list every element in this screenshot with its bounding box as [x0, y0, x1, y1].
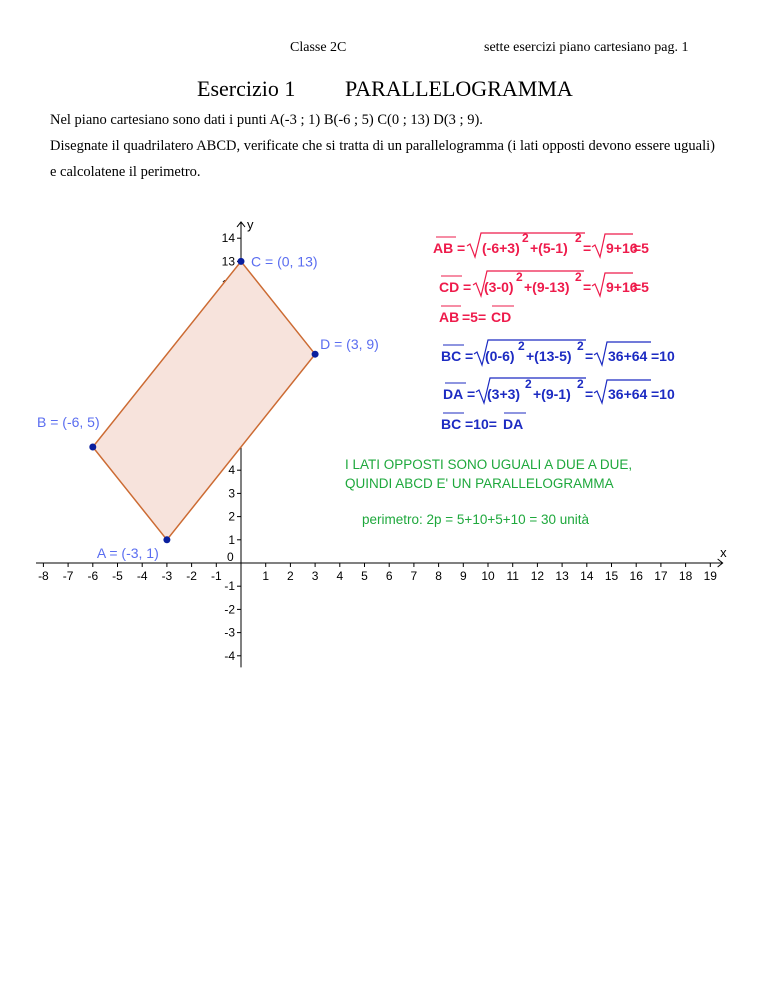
formula-cd-result: =5	[633, 279, 649, 295]
ab-eq-mid: =5=	[462, 309, 487, 325]
x-tick-label: 11	[506, 569, 519, 583]
formula-bc-result: =10	[651, 348, 675, 364]
x-tick-label: -1	[210, 569, 222, 583]
ab-eq-lhs: AB	[439, 309, 460, 325]
x-tick-label: 2	[287, 569, 294, 583]
formula-ab-rest: 9+16	[606, 240, 638, 256]
x-tick-label: -4	[136, 569, 148, 583]
formulas-panel	[433, 231, 675, 432]
y-tick-label: 3	[228, 486, 235, 501]
point-label-c: C = (0, 13)	[251, 253, 318, 270]
point-label-d: D = (3, 9)	[320, 336, 379, 353]
formula-bc-rest: 36+64	[608, 348, 648, 364]
svg-text:=: =	[457, 240, 466, 256]
x-tick-label: -5	[112, 569, 123, 583]
x-tick-label: 10	[481, 569, 495, 583]
x-tick-label: 7	[410, 569, 418, 583]
intro-line-2: Disegnate il quadrilatero ABCD, verificate che si tratta di un parallelogramma (i lati opposti devono essere uguali) e calcolatene il perimetro.	[50, 138, 715, 180]
formula-bc-term2: +(13-5)	[526, 348, 572, 364]
parallelogram-abcd	[93, 261, 315, 539]
conclusion-line-1: I LATI OPPOSTI SONO UGUALI A DUE A DUE,	[345, 457, 633, 472]
x-tick-label: 6	[385, 569, 393, 583]
y-tick-label: -2	[224, 602, 235, 617]
formula-cd-exp1: 2	[516, 270, 523, 284]
formula-bc	[441, 339, 675, 365]
y-tick-label: 2	[228, 509, 235, 524]
x-tick-label: 13	[555, 569, 569, 583]
formula-cd-exp2: 2	[575, 270, 582, 284]
point-label-b: B = (-6, 5)	[37, 414, 100, 430]
x-tick-label: 14	[580, 569, 594, 583]
x-tick-label: 1	[262, 569, 270, 583]
formula-bc-exp2: 2	[577, 339, 584, 353]
svg-text:=: =	[463, 279, 472, 295]
formula-ab-term1: (-6+3)	[482, 240, 520, 256]
intro-line-1: Nel piano cartesiano sono dati i punti A(-3 ; 1) B(-6 ; 5) C(0 ; 13) D(3 ; 9).	[50, 112, 483, 128]
x-tick-label: -7	[62, 569, 74, 583]
svg-text:=: =	[583, 279, 592, 295]
y-tick-label: 14	[221, 231, 235, 246]
header-page-info: sette esercizi piano cartesiano pag. 1	[484, 40, 689, 55]
formula-cd	[439, 270, 649, 296]
formula-ab-exp1: 2	[522, 231, 529, 245]
bc-eq-lhs: BC	[441, 416, 462, 432]
formula-ab-result: =5	[633, 240, 649, 256]
x-tick-label: 12	[530, 569, 545, 583]
x-tick-label: -2	[186, 569, 197, 583]
x-tick-label: 15	[604, 569, 619, 583]
svg-text:=: =	[585, 348, 594, 364]
formula-da-term1: (3+3)	[487, 386, 521, 402]
point-d	[312, 351, 319, 358]
point-b	[89, 444, 96, 451]
formula-ab-term2: +(5-1)	[530, 240, 568, 256]
formula-cd-lhs: CD	[439, 279, 460, 295]
x-tick-label: 3	[311, 569, 319, 583]
perimeter-text: perimetro: 2p = 5+10+5+10 = 30 unità	[362, 512, 590, 527]
tick-label: 0	[227, 550, 234, 564]
bc-eq-rhs: DA	[503, 416, 524, 432]
formula-cd-rest: 9+16	[606, 279, 638, 295]
svg-text:=: =	[465, 348, 474, 364]
y-tick-label: 4	[228, 463, 235, 478]
point-label-a: A = (-3, 1)	[96, 544, 159, 561]
x-tick-label: 5	[361, 569, 368, 583]
formula-da-exp2: 2	[577, 377, 584, 391]
y-tick-label: -3	[224, 625, 235, 640]
formula-da-rest: 36+64	[608, 386, 648, 402]
formula-bc-term1: (0-6)	[485, 348, 515, 364]
formula-da-term2: +(9-1)	[533, 386, 571, 402]
x-tick-label: -6	[87, 569, 99, 583]
y-tick-label: -1	[224, 579, 235, 594]
formula-ab-lhs: AB	[433, 240, 454, 256]
x-tick-label: 17	[654, 569, 668, 583]
y-tick-label: -4	[224, 648, 235, 663]
x-tick-label: 16	[629, 569, 643, 583]
y-tick-label: 1	[228, 532, 235, 547]
formula-ab-exp2: 2	[575, 231, 582, 245]
y-tick-label: 13	[221, 254, 235, 269]
formula-da-exp1: 2	[525, 377, 532, 391]
x-tick-label: 9	[459, 569, 467, 583]
formula-ab	[433, 231, 649, 257]
x-tick-label: -3	[161, 569, 173, 583]
formula-ab-eq-cd	[439, 306, 514, 325]
svg-text:=: =	[467, 386, 476, 402]
svg-text:=: =	[583, 240, 592, 256]
formula-bc-exp1: 2	[518, 339, 525, 353]
formula-cd-term1: (3-0)	[484, 279, 514, 295]
ab-eq-rhs: CD	[491, 309, 512, 325]
header-class: Classe 2C	[290, 40, 347, 55]
svg-text:=: =	[585, 386, 594, 402]
x-tick-label: -8	[38, 569, 49, 583]
formula-da-lhs: DA	[443, 386, 464, 402]
bc-eq-mid: =10=	[465, 416, 497, 432]
exercise-number: Esercizio 1	[197, 76, 296, 101]
formula-bc-eq-da	[441, 413, 526, 432]
conclusion	[345, 457, 632, 527]
x-tick-label: 18	[678, 569, 693, 583]
formula-bc-lhs: BC	[441, 348, 462, 364]
x-axis-label: x	[720, 545, 727, 560]
exercise-title: PARALLELOGRAMMA	[345, 76, 573, 101]
y-axis-label: y	[247, 216, 254, 232]
x-tick-label: 4	[336, 569, 344, 583]
formula-cd-term2: +(9-13)	[524, 279, 570, 295]
x-tick-label: 8	[435, 569, 442, 583]
point-a	[163, 536, 170, 543]
formula-da	[443, 377, 675, 403]
formula-da-result: =10	[651, 386, 675, 402]
point-c	[238, 258, 245, 265]
x-tick-label: 19	[703, 569, 717, 583]
conclusion-line-2: QUINDI ABCD E' UN PARALLELOGRAMMA	[345, 476, 614, 491]
